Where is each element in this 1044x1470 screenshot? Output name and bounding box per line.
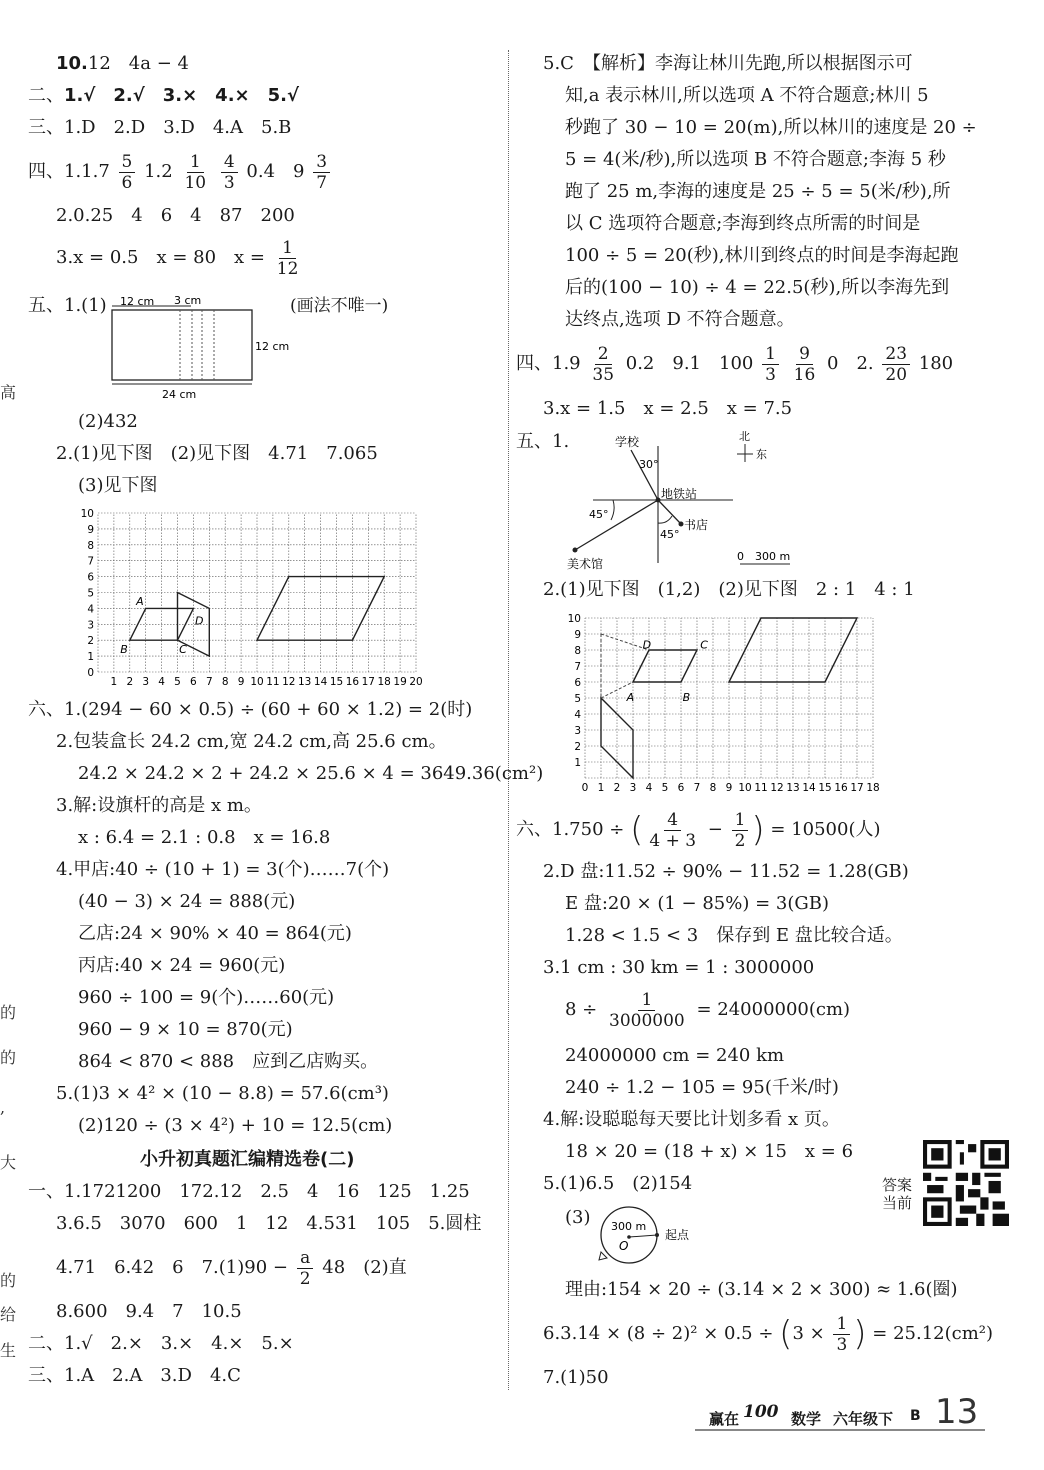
y-tick-label: 7 xyxy=(574,661,581,673)
x-tick-label: 15 xyxy=(329,676,344,688)
x-tick-label: 9 xyxy=(725,782,733,794)
section-head: 二、 xyxy=(28,85,64,106)
x-tick-label: 15 xyxy=(818,782,832,794)
qr-label-line: 当前 xyxy=(882,1194,913,1212)
x-tick-label: 10 xyxy=(250,676,264,688)
answer-line: 864 < 870 < 888 应到乙店购买。 xyxy=(78,1051,379,1072)
footer-brand: 赢在 xyxy=(709,1410,740,1428)
answer-line: 960 − 9 × 10 = 870(元) xyxy=(78,1019,293,1040)
answer-text: 1.√ 2.× 3.× 4.× 5.× xyxy=(64,1333,294,1354)
x-tick-label: 18 xyxy=(866,782,880,794)
x-tick-label: 4 xyxy=(158,676,165,688)
x-tick-label: 9 xyxy=(237,676,245,688)
answer-text: 0 2. xyxy=(827,353,874,374)
answer-line: 理由:154 × 20 ÷ (3.14 × 2 × 300) ≈ 1.6(圈) xyxy=(565,1279,958,1300)
y-tick-label: 7 xyxy=(87,555,94,568)
answer-text: 8 ÷ xyxy=(565,999,598,1020)
answer-text: 48 (2)直 xyxy=(322,1257,407,1278)
answer-line xyxy=(28,698,472,722)
answer-text: 1.750 ÷ xyxy=(552,819,625,840)
direction-map xyxy=(553,428,813,576)
fraction: $\frac{1}{12}$ xyxy=(276,237,299,279)
answer-line: 2.0.25 4 6 4 87 200 xyxy=(56,205,295,226)
x-tick-label: 7 xyxy=(693,782,701,794)
y-tick-label: 6 xyxy=(87,571,94,584)
answer-text: 180 xyxy=(918,353,954,374)
answer-text: 0.4 9 xyxy=(246,161,305,182)
y-tick-label: 1 xyxy=(574,757,581,769)
x-tick-label: 3 xyxy=(629,782,637,794)
point-label-b: B xyxy=(682,691,691,705)
answer-line xyxy=(28,1180,470,1204)
answer-line: (3) xyxy=(565,1207,591,1228)
answer-line: 2.(1)见下图 (2)见下图 4.71 7.065 xyxy=(56,443,378,464)
answer-text: 1.1721200 172.12 2.5 4 16 125 1.25 xyxy=(64,1181,470,1202)
x-tick-label: 13 xyxy=(298,676,312,688)
x-tick-label: 18 xyxy=(377,676,391,688)
answer-text: 1.2 xyxy=(144,161,173,182)
y-tick-label: 2 xyxy=(87,635,94,648)
column-divider xyxy=(508,50,509,1390)
map-label-school: 学校 xyxy=(615,435,640,449)
x-tick-label: 16 xyxy=(345,676,360,688)
answer-line: 240 ÷ 1.2 − 105 = 95(千米/时) xyxy=(565,1077,839,1098)
x-tick-label: 11 xyxy=(754,782,768,794)
point-label-c: C xyxy=(179,642,187,656)
section-head: 五、 xyxy=(516,431,552,452)
coordinate-grid-1 xyxy=(78,504,438,696)
y-tick-label: 3 xyxy=(87,619,94,632)
map-label-museum: 美术馆 xyxy=(567,557,604,571)
answer-line: 2.(1)见下图 (1,2) (2)见下图 2 : 1 4 : 1 xyxy=(543,579,915,600)
x-tick-label: 6 xyxy=(190,676,197,688)
answer-line: 4.甲店:40 ÷ (10 + 1) = 3(个)……7(个) xyxy=(56,859,390,880)
answer-line: 以 C 选项符合题意;李海到终点所需的时间是 xyxy=(565,213,921,234)
circle-start: 起点 xyxy=(665,1228,690,1242)
edge-char: 给 xyxy=(0,1305,17,1324)
fraction: $\frac{23}{20}$ xyxy=(882,344,910,385)
answer-line: 5.(1)3 × 4² × (10 − 8.8) = 57.6(cm³) xyxy=(56,1083,389,1104)
answer-line: 5.(1)6.5 (2)154 xyxy=(543,1173,693,1194)
answer-text: 1. xyxy=(552,431,570,452)
x-tick-label: 17 xyxy=(361,676,375,688)
map-east: 东 xyxy=(756,448,767,461)
answer-line: 3.1 cm : 30 km = 1 : 3000000 xyxy=(543,957,815,978)
answer-line: 乙店:24 × 90% × 40 = 864(元) xyxy=(78,923,352,944)
y-tick-label: 6 xyxy=(574,677,581,689)
answer-line: 5.C 【解析】李海让林川先跑,所以根据图示可 xyxy=(543,53,913,74)
fraction: $\frac{a}{2}$ xyxy=(297,1248,314,1289)
edge-char: 大 xyxy=(0,1153,17,1172)
map-north: 北 xyxy=(739,430,750,443)
answer-line: 24.2 × 24.2 × 2 + 24.2 × 25.6 × 4 = 3649.36(cm²) xyxy=(78,763,544,784)
dim-label: 12 cm xyxy=(120,295,155,308)
answer-line: (3)见下图 xyxy=(78,475,158,496)
answer-text: 6.3.14 × (8 ÷ 2)² × 0.5 ÷ xyxy=(543,1323,774,1344)
answer-line: 跑了 25 m,李海的速度是 25 ÷ 5 = 5(米/秒),所 xyxy=(565,181,951,202)
y-tick-label: 9 xyxy=(574,629,581,641)
edge-char: 的 xyxy=(0,1048,17,1067)
footer-subject: 数学 xyxy=(791,1410,822,1428)
edge-char: , xyxy=(0,1098,6,1117)
dim-label: 24 cm xyxy=(162,388,197,401)
answer-text: 12 4a − 4 xyxy=(87,53,189,74)
answer-text: 3 × xyxy=(792,1323,825,1344)
x-tick-label: 8 xyxy=(221,676,229,688)
x-tick-label: 19 xyxy=(393,676,407,688)
answer-line xyxy=(56,236,304,280)
answer-line: 后的(100 − 10) ÷ 4 = 22.5(秒),所以李海先到 xyxy=(565,277,950,298)
answer-text: 4.71 6.42 6 7.(1)90 − xyxy=(56,1257,288,1278)
section-title: 小升初真题汇编精选卷(二) xyxy=(140,1149,355,1170)
point-label-d: D xyxy=(194,614,204,628)
answer-line: 3.6.5 3070 600 1 12 4.531 105 5.圆柱 xyxy=(56,1213,482,1234)
answer-line: (2)432 xyxy=(78,411,138,432)
answer-text: 1.1.7 xyxy=(64,161,110,182)
footer-grade: 六年级下 xyxy=(833,1410,894,1428)
x-tick-label: 17 xyxy=(850,782,864,794)
fraction: $\frac{4}{4 + 3}$ xyxy=(649,809,697,851)
section-head: 四、 xyxy=(28,161,64,182)
x-tick-label: 14 xyxy=(313,676,328,688)
answer-line xyxy=(28,150,333,194)
y-tick-label: 2 xyxy=(574,741,581,753)
edge-char: 的 xyxy=(0,1003,17,1022)
section-head: 一、 xyxy=(28,1181,64,1202)
footer-version: B xyxy=(910,1408,921,1424)
answer-line: 六、1.750 ÷ ( $\frac{4}{4 + 3}$ − $\frac{1}{2}$ ) = 10500(人) xyxy=(516,809,881,851)
answer-line: 6.3.14 × (8 ÷ 2)² × 0.5 ÷ (3 × $\frac{1}{3}$ ) = 25.12(cm²) xyxy=(543,1313,994,1355)
fraction: $\frac{5}{6}$ xyxy=(119,152,136,193)
point-label-b: B xyxy=(120,642,128,656)
answer-text: 1.(294 − 60 × 0.5) ÷ (60 + 60 × 1.2) = 2(时) xyxy=(64,699,473,720)
answer-text: 1.9 xyxy=(552,353,581,374)
answer-line: 7.(1)50 xyxy=(543,1367,609,1388)
answer-line: 知,a 表示林川,所以选项 A 不符合题意;林川 5 xyxy=(565,85,929,106)
answer-line: 5 = 4(米/秒),所以选项 B 不符合题意;李海 5 秒 xyxy=(565,149,946,170)
x-tick-label: 1 xyxy=(597,782,605,794)
answer-line: (40 − 3) × 24 = 888(元) xyxy=(78,891,296,912)
answer-line: 100 ÷ 5 = 20(秒),林川到终点的时间是李海起跑 xyxy=(565,245,959,266)
y-tick-label: 8 xyxy=(574,645,581,657)
section-head: 二、 xyxy=(28,1333,64,1354)
answer-text: 1.√ 2.√ 3.× 4.× 5.√ xyxy=(64,85,299,106)
x-tick-label: 8 xyxy=(709,782,717,794)
coordinate-grid-2 xyxy=(565,608,895,800)
edge-char: 高 xyxy=(0,383,17,402)
y-tick-label: 1 xyxy=(87,651,94,664)
y-tick-label: 9 xyxy=(87,523,94,536)
point-label-d: D xyxy=(642,638,652,652)
section-head: 六、 xyxy=(28,699,64,720)
x-tick-label: 11 xyxy=(266,676,280,688)
answer-line: 960 ÷ 100 = 9(个)……60(元) xyxy=(78,987,335,1008)
fraction: $\frac{1}{10}$ xyxy=(184,151,207,193)
answer-line: E 盘:20 × (1 − 85%) = 3(GB) xyxy=(565,893,830,914)
x-tick-label: 2 xyxy=(126,676,134,688)
answer-line: 18 × 20 = (18 + x) × 15 x = 6 xyxy=(565,1141,854,1162)
note-text: (画法不唯一) xyxy=(290,296,389,316)
qr-label-line: 答案 xyxy=(882,1176,913,1194)
point-label-a: A xyxy=(136,595,144,609)
x-tick-label: 5 xyxy=(174,676,181,688)
y-tick-label: 10 xyxy=(567,613,581,625)
map-angle: 45° xyxy=(660,528,680,541)
answer-line: (2)120 ÷ (3 × 4²) + 10 = 12.5(cm) xyxy=(78,1115,393,1136)
dim-label: 3 cm xyxy=(174,294,202,307)
rectangle-figure xyxy=(100,292,310,404)
answer-line xyxy=(565,988,850,1032)
answer-line: 24000000 cm = 240 km xyxy=(565,1045,785,1066)
point-label-c: C xyxy=(700,638,708,652)
x-tick-label: 13 xyxy=(786,782,800,794)
x-tick-label: 5 xyxy=(661,782,669,794)
answer-line: 达终点,选项 D 不符合题意。 xyxy=(565,309,795,330)
point-label-a: A xyxy=(626,691,635,705)
x-tick-label: 12 xyxy=(770,782,784,794)
y-tick-label: 0 xyxy=(87,667,94,679)
y-tick-label: 10 xyxy=(80,508,94,520)
section-head: 四、 xyxy=(516,353,552,374)
map-angle: 45° xyxy=(589,508,609,521)
fraction: $\frac{3}{7}$ xyxy=(313,152,330,193)
section-head: 五、 xyxy=(28,295,64,316)
answer-line xyxy=(28,1332,294,1356)
y-tick-label: 3 xyxy=(574,725,581,737)
map-angle: 30° xyxy=(639,458,659,471)
fraction: $\frac{9}{16}$ xyxy=(793,343,816,385)
x-tick-label: 10 xyxy=(738,782,752,794)
answer-line: 秒跑了 30 − 10 = 20(m),所以林川的速度是 20 ÷ xyxy=(565,117,977,138)
x-tick-label: 12 xyxy=(282,676,296,688)
map-label-station: 地铁站 xyxy=(661,487,698,501)
y-tick-label: 8 xyxy=(87,539,94,552)
map-scale: 0 300 m xyxy=(737,550,791,563)
answer-line: 3.解:设旗杆的高是 x m。 xyxy=(56,795,262,816)
answer-line: 8.600 9.4 7 10.5 xyxy=(56,1301,242,1322)
footer-brand-logo: 100 xyxy=(743,1402,779,1422)
x-tick-label: 1 xyxy=(110,676,118,688)
answer-text: 1.(1) xyxy=(64,295,107,316)
x-tick-label: 4 xyxy=(645,782,653,794)
answer-line xyxy=(56,1246,407,1290)
x-tick-label: 16 xyxy=(834,782,848,794)
x-tick-label: 3 xyxy=(142,676,150,688)
x-tick-label: 14 xyxy=(802,782,816,794)
answer-text: = 10500(人) xyxy=(770,819,881,840)
answer-text: 3.x = 0.5 x = 80 x = xyxy=(56,247,266,268)
item-number: 10. xyxy=(56,53,88,74)
fraction: $\frac{1}{3}$ xyxy=(833,1314,850,1355)
x-tick-label: 0 xyxy=(581,782,589,794)
qr-label xyxy=(882,1176,912,1212)
answer-line: 1.28 < 1.5 < 3 保存到 E 盘比较合适。 xyxy=(565,925,903,946)
y-tick-label: 5 xyxy=(574,693,581,705)
y-tick-label: 4 xyxy=(574,709,581,721)
x-tick-label: 6 xyxy=(677,782,685,794)
answer-line xyxy=(28,294,107,318)
section-head: 三、 xyxy=(28,117,64,138)
answer-text: = 25.12(cm²) xyxy=(872,1323,994,1344)
answer-line: 3.x = 1.5 x = 2.5 x = 7.5 xyxy=(543,398,793,419)
y-tick-label: 5 xyxy=(87,587,94,600)
answer-text: 1.D 2.D 3.D 4.A 5.B xyxy=(64,117,292,138)
answer-text: 0.2 9.1 100 xyxy=(625,353,754,374)
circle-center: O xyxy=(619,1239,629,1253)
x-tick-label: 7 xyxy=(205,676,213,688)
section-head: 六、 xyxy=(516,819,552,840)
answer-text: = 24000000(cm) xyxy=(696,999,851,1020)
map-label-bookstore: 书店 xyxy=(684,518,709,532)
answer-line: 2.包装盒长 24.2 cm,宽 24.2 cm,高 25.6 cm。 xyxy=(56,731,447,752)
edge-char: 生 xyxy=(0,1341,17,1360)
dim-label: 12 cm xyxy=(255,340,290,353)
y-tick-label: 4 xyxy=(87,603,94,616)
edge-char: 的 xyxy=(0,1271,17,1290)
answer-line: 4.解:设聪聪每天要比计划多看 x 页。 xyxy=(543,1109,840,1130)
fraction: $\frac{1}{3}$ xyxy=(762,344,779,385)
qr-code[interactable] xyxy=(923,1140,1009,1226)
x-tick-label: 20 xyxy=(409,676,423,688)
answer-text: 1.A 2.A 3.D 4.C xyxy=(64,1365,241,1386)
answer-line xyxy=(56,52,189,76)
answer-line xyxy=(28,84,299,108)
fraction: $\frac{1}{2}$ xyxy=(732,810,749,851)
answer-line: x : 6.4 = 2.1 : 0.8 x = 16.8 xyxy=(78,827,331,848)
section-head: 三、 xyxy=(28,1365,64,1386)
page-number: 13 xyxy=(935,1392,979,1432)
page-footer xyxy=(695,1392,995,1434)
answer-line xyxy=(28,1364,241,1388)
circle-track xyxy=(597,1204,747,1268)
answer-line xyxy=(28,116,291,140)
answer-line xyxy=(516,342,953,386)
fraction: $\frac{2}{35}$ xyxy=(592,343,615,385)
fraction: $\frac{1}{3000000}$ xyxy=(609,989,685,1031)
x-tick-label: 2 xyxy=(613,782,621,794)
answer-line: 2.D 盘:11.52 ÷ 90% − 11.52 = 1.28(GB) xyxy=(543,861,909,882)
answer-line: 丙店:40 × 24 = 960(元) xyxy=(78,955,286,976)
fraction: $\frac{4}{3}$ xyxy=(221,152,238,193)
circle-radius: 300 m xyxy=(611,1220,647,1233)
